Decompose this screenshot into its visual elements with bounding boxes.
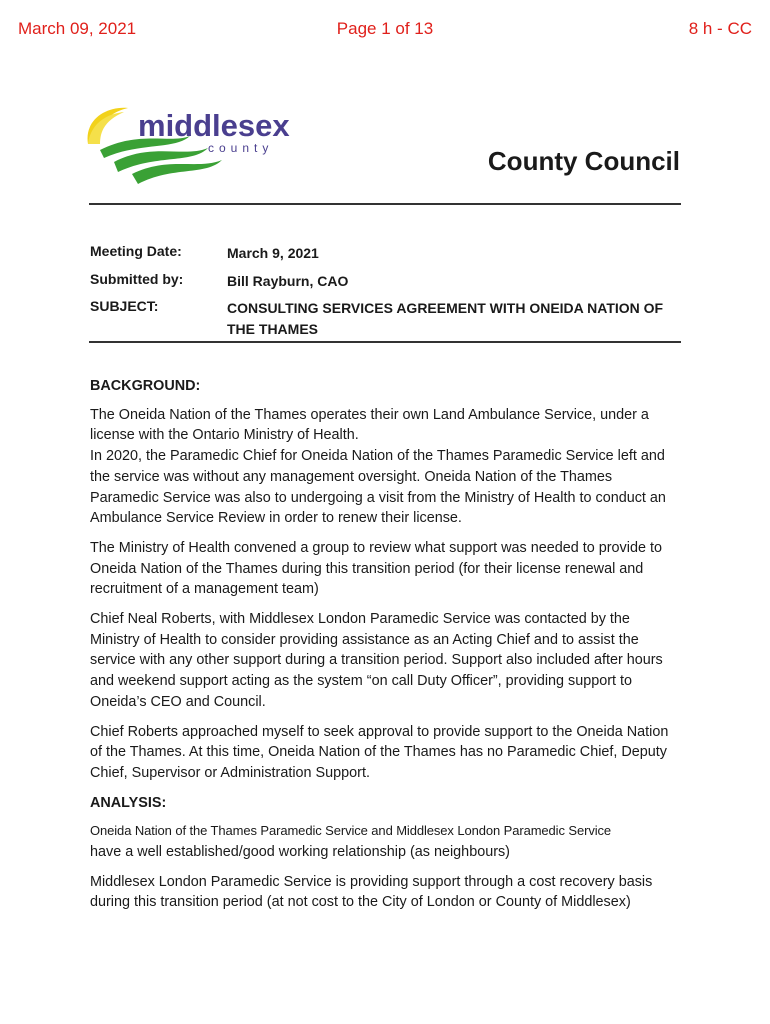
analysis-paragraph-line: have a well established/good working relationship (as neighbours)	[90, 844, 510, 861]
report-body	[90, 376, 682, 922]
background-heading: BACKGROUND:	[90, 378, 201, 394]
background-paragraph: Chief Roberts approached myself to seek approval to provide support to the Oneida Nation of the Thames. At this time, Oneida Nation of the Thames has no Paramedic Chief, Deputy Chief, Supervisor or Administration Support.	[90, 723, 669, 781]
background-paragraph: The Ministry of Health convened a group to review what support was needed to provide to Oneida Nation of the Thames during this transition period (for their license renewal and recruitment of a management team)	[90, 539, 662, 598]
subject-label: SUBJECT:	[90, 298, 159, 314]
header-date: March 09, 2021	[18, 19, 137, 38]
subject-value: CONSULTING SERVICES AGREEMENT WITH ONEIDA NATION OF THE THAMES	[227, 300, 664, 337]
analysis-paragraph-line: Oneida Nation of the Thames Paramedic Service and Middlesex London Paramedic Service	[90, 823, 612, 839]
top-divider	[89, 203, 681, 205]
meeting-date-label: Meeting Date:	[90, 243, 182, 259]
background-paragraph: In 2020, the Paramedic Chief for Oneida Nation of the Thames Paramedic Service left and the service was without any management oversight. Oneida Nation of the Thames Paramedic Service was also to undergoing a visit from the Ministry of Health to conduct an Ambulance Service Review in order to renew their license.	[90, 448, 666, 527]
logo-subtitle: county	[208, 141, 274, 155]
bottom-divider	[89, 341, 681, 343]
meeting-date-value: March 9, 2021	[227, 245, 319, 261]
analysis-paragraph: Middlesex London Paramedic Service is providing support through a cost recovery basis during this transition period (at not cost to the City of London or County of Middlesex)	[90, 873, 653, 911]
header-document-code: 8 h - CC	[688, 19, 752, 38]
analysis-heading: ANALYSIS:	[90, 794, 167, 811]
background-paragraph: The Oneida Nation of the Thames operates their own Land Ambulance Service, under a license with the Ontario Ministry of Health.	[90, 406, 649, 444]
submitted-by-value: Bill Rayburn, CAO	[227, 273, 349, 289]
header-page-number: Page 1 of 13	[336, 19, 434, 38]
background-paragraph: Chief Neal Roberts, with Middlesex London Paramedic Service was contacted by the Ministry of Health to consider providing assistance as an Acting Chief and to assist the service with any other support during a transition period. Support also included after hours and weekend support acting as the system “on call Duty Officer”, providing support to Oneida’s CEO and Council.	[90, 611, 663, 710]
submitted-by-label: Submitted by:	[90, 271, 184, 287]
middlesex-county-logo	[80, 100, 295, 185]
page-title: County Council	[487, 146, 680, 176]
logo-wordmark: middlesex	[138, 108, 290, 143]
